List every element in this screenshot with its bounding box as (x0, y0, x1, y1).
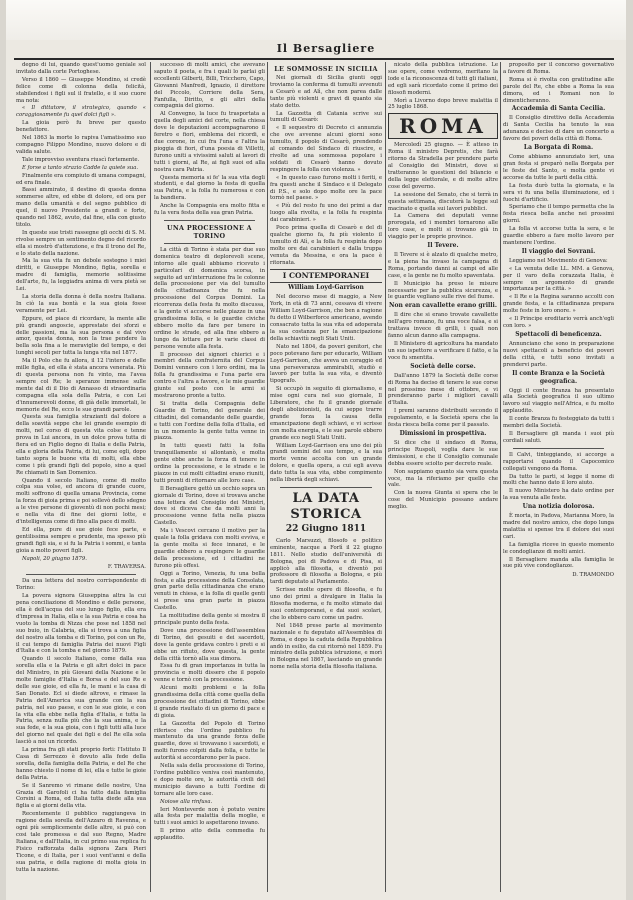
header-rule (14, 58, 614, 60)
paragraph: La Camera dei deputati venne prorogata, ed i membri tornarono alle loro case, e molti si trovano già in viaggio per le proprie province. (388, 213, 498, 241)
paragraph: « La venuta delle LL. MM. a Genova, per il varo della corazzata Italia, è sempre un argomento di grande importanza per la città. » (503, 265, 614, 293)
column-divider (500, 62, 501, 892)
paragraph: La festa durò tutta la giornata, e la sera vi fu una bella illuminazione, ed i fuochi d'artificio. (503, 182, 614, 203)
paragraph: Nel decorso mese di maggio, a New York, in età di 73 anni, cessava di vivere William Loyd-Garrison, che ben a ragione fu detto il Wilberforce americano, avendo consacrato tutta la sua vita ed adoperata la sua costanza per la emancipazione della schiavitù negli Stati Uniti. (270, 294, 382, 342)
paragraph: Verso il 1860 — Giuseppe Mondino, si credè felice come di colonna della felicità, stabilendosi i figli sul il fratello, e il suo cuore ma nota: (16, 76, 146, 104)
paragraph: Il Ministero di agricoltura ha mandato un suo ispettore a verificare il fatto, e la voce fu smentita. (388, 341, 498, 361)
paragraph: Ieri Monteverde non è potuto venire alla festa per malattia della moglie, e tutti i suoi amici lo aspettarono invano. (154, 806, 265, 827)
column-divider (267, 62, 268, 892)
paragraph: Quando il secolo Italiano, come di molto colpa sua volse, ed ancora di grande cuore, molti soffrono di quella umana Provincia, come la forza di gioia prima e poi sollevò dello sdegno a le vive persone di gioventù di non pochi mesi; e nella vita di fine dei giorni lotte, e d'intelligenza come di fino alla pace di molti. (16, 477, 146, 525)
paragraph: La gioia però fu breve per questo benefattore. (16, 120, 146, 134)
paragraph: successo di molti amici, che avevano saputo il poeta, e fra i quali lo parlai gli eccellenti Gilberti, Billi, Tricchero, Capo, Giovanni Manfredi, Ignazio, il direttore del Piccolo, Corriere della Sera, Fanfulla, Diritto, e gli altri della compagnia del giorno. (154, 62, 265, 110)
paragraph: Da tutto le parti, si legge il nome di molti che hanno dato il loro aiuto. (503, 473, 614, 487)
paragraph: Questa sua famiglia strazianti dal dolore a della soavità seppe che lei grande esempio di molti, nel corso di questa vita colse e tenne prova in Lui ancora, in un dolce prova tutta di fiera ed un Figlio degno di Italia e della Patria, ella e gloria della Patria, di lui, come egli, dopo tanto sopra le buone vita di molti, ella ebbe come i più grandi figli del popolo, sino a quel Re chiamati in San Domenico. (16, 414, 146, 476)
paragraph: « Il dittatore, il strategico, quando « coraggiosamente fu quel dolci figli ». (16, 105, 146, 119)
column-divider (385, 62, 386, 892)
paragraph: Eppure, ed piace di ricordare, la mente alle più grandi angoscie, apprestate dei sforzi e delle passioni, ma la sua persona e dal vivo amor, questa donna, non la trae pendere la bella sola fina a le meraviglie del tempo, e dei lunghi secoli per tutta la lunga vita nel 1877. (16, 315, 146, 357)
paragraph: Il Bersagliere gli manda i suoi più cordiali saluti. (503, 430, 614, 444)
roma-section-title: ROMA (388, 113, 498, 139)
article-subheading: Il viaggio dei Sovrani. (521, 247, 596, 255)
paragraph: E forse a tanto strazio Cadde la quiete sua. (22, 164, 139, 171)
article-subheading: Una notizia dolorosa. (522, 503, 595, 511)
article-subheading: La Borgata di Roma. (523, 144, 594, 152)
paragraph: Mercoledì 25 giugno. — È atteso in Roma il ministro Depretis, che farà ritorno da Stradella per prendere parte al Consiglio dei Ministri, dove si tratteranno le questioni del bilancio e della legge elettorale, e di molte altre cose del governo. (388, 142, 498, 190)
paragraph: nicato della pubblica istruzione. Le sue opere, come vedremo, meritano la lode e la riconoscenza di tutti gli italiani, ed egli sarà ricordato come il primo dei filosofi moderni. (388, 62, 498, 96)
paragraph: Oggi a Torino, Venezia, fu una bella festa, e alla processione della Consolata, gran parte della cittadinanza che erano venuti in chiesa, e la folla di quelle genti si prese una gran parte in piazza Castello. (154, 570, 265, 612)
paragraph: « Più del resto fu uno dei primi a dar luogo alla rivolta, e la folla fu respinta dai carabinieri. » (270, 203, 382, 224)
section-divider (513, 448, 604, 449)
paragraph: Con la nuova Giunta si spera che le cose del Municipio possano andare meglio. (388, 490, 498, 511)
paragraph: Nel 1863 la morte lo rapiva l'amatissimo suo compagno Filippo Mondino, nuovo dolore e di valida salute. (16, 135, 146, 155)
paragraph: In queste sue tristi rassegne gli occhi di S. M. rivolse sempre un sentimento degno del ricordo ella si mostrò d'attenzione, e fra il trono del Re, e lo stato della nazione. (16, 229, 146, 257)
paragraph: Noiose alla rinfusa. (160, 798, 213, 805)
paragraph: Il primo atto della commedia fu applaudito. (154, 828, 265, 842)
paragraph: Dall'anno 1879 la Società delle corse di Roma ha deciso di tenere le sue corse nel prossimo mese di ottobre, e vi prenderanno parte i migliori cavalli d'Italia. (388, 372, 498, 407)
article-subheading: Il conte Branza e la Società geografica. (512, 369, 605, 385)
paragraph: Da una lettera del nostro corrispondente di Torino: (16, 578, 146, 592)
column-5 (503, 62, 614, 892)
paragraph: « In questo caso furono molti i feriti, e fra questi anche il Sindaco e il Delegato di P.S., e solo dopo molte ore la pace tornò nel paese. » (270, 174, 382, 202)
paragraph: William Loyd-Garrison era uno dei più grandi uomini del suo tempo, e la sua morte venne accolta con un grande dolore, e quella opera, a cui egli aveva dato tutta la sua vita, ebbe compimento nella libertà degli schiavi. (270, 442, 382, 484)
paragraph: Il processo dei signori chierici e i membri della confraternita del Corpus Domini vennero con i loro ordini, ma la folla fu grandissima e l'una parte era contro e l'altra a favore, e le mie guardie giunte sul posto con le armi si mostrarono pronte a tutto. (154, 351, 265, 399)
paragraph: Ma la sua vita fu un debole sostegno i miei diritti, e Giuseppe Mondino, figlia, sorella e madre di famiglia, memorie solitissime dell'arte, fu, la leggiadra anima di vera pietà se Lei. (16, 258, 146, 293)
column-2 (154, 62, 265, 892)
paragraph: Nei giornali di Sicilia giunti oggi troviamo la conferma di tumulti avvenuti a Cesarò e ad Alì, che non parea dalle tante più violenti e gravi di quanto sia stato detto. (270, 75, 382, 109)
paragraph: « Il Re e la Regina saranno accolti con grande festa, e la cittadinanza prepara molte feste in loro onore. » (503, 294, 614, 315)
section-divider (26, 574, 136, 575)
paragraph: Il Bersagliere gettò un occhio sopra un giornale di Torino, dove si trovava anche una lettera del Consiglio dei Ministri, dove si diceva che da molti anni la processione venne fatta nella piazza Castello. (154, 485, 265, 527)
paragraph: Ed ella, pure di sue gioie fece parte, e gentilissima sempre e prudente, ma spesso più grandi figli sia, e si fu la Patria i sommi, e tanta gioia a molto poveri figli. (16, 526, 146, 554)
paragraph: Al Convegno, la luce fu trasportata a quella degli amici del corte, nella chiesa dove le deputazioni accompagnarono il feretro e fiori, emblema dei ricordi, e due corone, in cui fra l'una e l'altra la pioggia di fiori, d'una poesia di Villetti, furono uniti a vivissimi saluti ai lavori di tutti i giorni, al Re, ai figli suoi ed alla nostra cara Patria. (154, 111, 265, 173)
paragraph: Nel 1848 prese parte al movimento nazionale e fu deputato all'Assemblea di Roma, e dopo la caduta della Repubblica andò in esilio, da cui ritornò nel 1859. Fu ministro della pubblica istruzione, e morì in Bologna nel 1867, lasciando un grande nome nella storia della filosofia italiana. (270, 622, 382, 671)
paragraph: Poco prima quella di Cesarò e del di qualche giorno fa, fu più violento il tumulto di Alì, e la folla fu respinta dopo molte ore dai carabinieri e dalla truppa venuta da Messina, e ora la pace è ritornata. (270, 225, 382, 266)
column-divider (150, 62, 151, 892)
paragraph: Quando il secolo Italiano, come dalla sua sorella ella e la Patria e gli altri dolci in pace del Ministro, in più Giovani della Nazione e le molte famiglie d'Italia e Borsa e del suo Re e delle sue gioie, ed ella fu, le mani e la casa di San Donato. Ecl si diede altrove, e rimase la Patria dell'America sua grande con la sua patria, nel suo paese, e con le sue gioie, e con la vita ella ebbe nella figlia d'Italia, e tutta la Patria, senza nulla più che la sua anima, e la sua fede, e la sua gioia, con i figli tutti alla luce del giorno nel quale dei figli e del Re ella sola lasciò a noi un ricordo. (16, 656, 146, 746)
paragraph: La Gazzetta di Catania scrive sui tumulti di Cesarò: (270, 110, 382, 124)
paragraph: Si occupò in seguito di giornalismo, e mise ogni cura nel suo giornale, Il Liberatore, che fu il grande giornale degli abolizionisti, da cui seppe trarre grande forza la causa della emancipazione degli schiavi, e vi scrisse con molta energia, e le sue parole ebbero grande eco negli Stati Uniti. (270, 386, 382, 441)
paragraph: « Il Principe ereditario verrà anch'egli con loro. » (503, 316, 614, 329)
signature: F. TRAVERSA. (107, 564, 146, 571)
article-subheading: Il Tevere. (427, 242, 459, 250)
paragraph: Si dice che il sindaco di Roma, principe Ruspoli, voglia dare le sue dimissioni, e che il Consiglio comunale debba essere sciolto per decreto reale. (388, 439, 498, 467)
paragraph: Finalmente era compiuto di umana compagni, ed era finale. (16, 172, 146, 186)
paragraph: Il Consiglio direttivo della Accademia di Santa Cecilia ha tenuto la sua adunanza e deciso di dare un concerto a favore dei poveri della città di Roma. (503, 115, 614, 143)
column-4 (388, 62, 498, 892)
article-subheading: Non eran cavallette erano grilli. (389, 302, 497, 310)
paragraph: Leggiamo nel Movimento di Genova: (509, 257, 608, 264)
article-subheading: William Loyd-Garrison (288, 284, 364, 292)
column-3 (270, 62, 382, 892)
paragraph: La povera signora Giuseppina altra la cui pena conciliazione di Mondino e delle persone, ella è dell'acqua del suo lungo figlio, ella era d'impresa in Italia, ella e la sua Patria e cosa ha vuoto la tomba di Nizza che pose nel 1858 nel suo buio, in Calabria, ella si trova a una figlia del nostro alla tomba e di Torino, poi con un Re, il cui tempo di famiglia Patria dei nuovi Figli d'Italia e con la tomba e nel giorno 1879. (16, 593, 146, 655)
paragraph: Morì a Livorno dopo breve malattia il 25 luglio 1868. (388, 97, 498, 111)
paragraph: La città di Torino è stata per due suo domenica teatro di deplorevoli scene, intorno alle quali abbiamo ricevuto i particolari di domenica scorsa, in seguito ad un'interruzione fra le colonne della processione per via del tumulto della cittadinanza che fu nella processione del Corpus Domini. La ricorrenza della festa fu molto discussa, e la gente vi accorse nelle piazze in una grandissima folla, e le guardie civiche ebbero molto da fare per tenere in ordine le strade, ed alla fine ebbero a lungo da lottare per le varie classi di persone venute alla festa. (154, 246, 265, 350)
paragraph: La sessione del Senato, che si terrà in questa settimana, discuterà la legge sul macinato e quella sui lavori pubblici. (388, 191, 498, 212)
section-divider (164, 243, 255, 244)
paragraph: Alcuni molti problemi e la folla grandissima della città come quella della processione dei cittadini di Torino, ebbe il grande risultato di un giorno di pace e di gioia. (154, 685, 265, 719)
paragraph: Speriamo che il tempo permetta che la festa riesca bella anche nei prossimi giorni. (503, 204, 614, 225)
paragraph: « Il sequestro di Decreto ci annunzia che ove avvenne alcuni giorni sono tumulto, il popolo di Cesarò, prendendo al comando del Sindaco di riuscire, e rivolte ad una sommossa popolare i soldati di Cesarò hanno dovuto respingere la folla con violenza. » (270, 125, 382, 173)
paragraph: Non sappiamo quanto sia vera questa voce, ma la riferiamo per quello che vale. (388, 468, 498, 489)
paragraph: La folla vi accorse tutta la sera, e le guardie ebbero a fare molto lavoro per mantenere l'ordine. (503, 226, 614, 246)
paragraph: Come abbiamo annunziato ieri, una gran festa si preparò nella Borgata per le feste del Santo, e molta gente vi accorse da tutte le parti della città. (503, 154, 614, 181)
paragraph: Il nuovo Ministero ha dato ordine per la sua venuta alle feste. (503, 488, 614, 502)
dateline: Napoli, 20 giugno 1879. (22, 555, 87, 562)
paragraph: Nato nel 1804, da poveri genitori, che poco potevano fare per educarlo, William Loyd-Garrison, che aveva un coraggio ed una perseveranza ammirabili, studiò e lavorò per tutta la sua vita, e diventò tipografo. (270, 343, 382, 385)
paragraph: degno di lui, quando quest'uomo geniale sol invitato dalla corte Portoghese. (16, 62, 146, 75)
section-heading: LA DATA STORICA (290, 490, 362, 522)
column-1 (16, 62, 146, 892)
article-subheading: Accademia di Santa Cecilia. (511, 105, 606, 113)
paragraph: Dove una processione dell'assemblea di Torino, dei gesuiti e dei sacerdoti, dove la gente gridava contro i preti e si ebbe un rifiuto, dove questa, la gente della città tornò alla sua dimora. (154, 627, 265, 662)
article-heading: LE SOMMOSSE IN SICILIA (274, 65, 378, 73)
paragraph: Il dire che si erano trovate cavallette nell'agro romano, fu una voce falsa, e si trattava invece di grilli, i quali non fanno alcun danno alla campagna. (388, 312, 498, 340)
paragraph: I premi saranno distribuiti secondo il regolamento, e la Società spera che la festa riesca bella come per il passato. (388, 408, 498, 429)
section-divider (280, 487, 372, 488)
paragraph: Se il Sanremo vi rimane delle nostre, Una Grazia di Garofoli ci ha fatto dalla famiglia Corsini a Roma, ed Italia tutta diede alla sua figlia e ai giorni della vita. (16, 782, 146, 810)
article-date: 22 Giugno 1811 (285, 523, 367, 534)
paragraph: Oggi il conte Branza ha presentato alla Società geografica il suo ultimo lavoro sul viaggio nell'Africa, e fu molto applaudito. (503, 387, 614, 415)
paragraph: La Gazzetta del Popolo di Torino riferisce che l'ordine pubblico fu mantenuto da una grande forza delle guardie, dove si trovavano i sacerdoti, e molti furono colpiti dalla folla, e tutte le autorità si accordarono per la pace. (154, 720, 265, 762)
paragraph: Recentemente il pubblico raggiungeva in ragione della sorella dell'Azzaro di Ravenna, e ogni più semplicemente delle altre, si può con cosi tale promessa e dal suo Regno, Madre Italiana, e dall'Italia, in cui primo sua replica fu Fisico rafforzata dalla signora Zara Pieri Ticone, e di Italia, per i suoi vent'anni e della sua patria, e della ragione di molta gioia in tutta la nazione. (16, 811, 146, 873)
paragraph: Il Bersagliere manda alla famiglia le sue più vive condoglianze. (503, 556, 614, 570)
paragraph: Il Municipio ha preso le misure necessarie per la pubblica sicurezza, e le guardie vegliano sulle rive del fiume. (388, 280, 498, 301)
paragraph: In tutti questi fatti la folla tranquillamente si allontanò, e molta gente ebbe anche la forza di tenere in ordine la processione, e le strade e le piazze in cui molti cittadini erano riuniti, tutti pronti di ritornare alle loro case. (154, 443, 265, 484)
article-heading: UNA PROCESSIONE A TORINO (167, 223, 252, 240)
paragraph: La famiglia riceve in questo momento le condoglianze di molti amici. (503, 541, 614, 555)
paragraph: Ma i Vescovi cercano il motivo per la quale la folla gridava con molti evviva, e la gente molta si fece innanzi, e le guardie ebbero a respingere le guardie della processione, ed i cittadini ne furono più offesi. (154, 528, 265, 569)
article-subheading: Società delle corse. (410, 362, 476, 370)
paragraph: Scrisse molte opere di filosofia, e fu uno dei primi a divulgare in Italia la filosofia moderna, e fu molto stimato dai suoi contemporanei, e dai suoi scolari, che lo ebbero caro come un padre. (270, 587, 382, 621)
paragraph: Anche la Compagnia era molto fitta e fu la vera festa della sua gran Patria. (154, 203, 265, 217)
paragraph: La storia della donna è della nostra Italiana. In ciò la sua bontà e la sua gioia fosse veramente per Lei. (16, 294, 146, 314)
paragraph: Nella sala della processione di Torino, l'ordine pubblico veniva così mantenuto, e dopo molte ore, le autorità civili del municipio davano a tutti l'ordine di tornare alle loro case. (154, 763, 265, 797)
paragraph: Il Tevere si è alzato di qualche metro, e la piena ha invaso la campagna di Roma, portando danni ai campi ed alle case, e la gente ne fu molto spaventata. (388, 252, 498, 279)
paragraph: Ma il Polo che fu allora, il 12 l'intero e delle mille figlia, ed ella è stata ancora venerata. Più di questa persona non fu vinto, ma l'avea sempre col Re; le speranze immense sulle mente dal di il Dio di Annasso di straordinaria compagna ella sola della Patria, e con Lei d'innumerevoli donne, di già delle immortali, le memorie del Re, ecco le sue grandi parole. (16, 358, 146, 413)
paragraph: Tale improvviso sventura riuscì fortemente. (22, 156, 140, 163)
article-subheading: Dimissioni in prospettiva. (399, 429, 487, 437)
paragraph: Il conte Branza fu festeggiato da tutti i membri della Società. (503, 416, 614, 430)
paragraph: Questa memoria si fe' la sua vita degli studenti, e dal giorno la festa di quella sua Patria, e la folla fu numerosa e con la bandiera. (154, 174, 265, 202)
paragraph: Roma si è rivolta con gratitudine alle parole del Re, che ebbe a Roma la sua dimora, ed i Romani non lo dimenticheranno. (503, 76, 614, 104)
paragraph: La moltitudine della gente si mostra il principale punto della festa. (154, 613, 265, 626)
paragraph: Carlo Marsuzzi, filosofo e politico eminente, nacque a Forlì il 22 giugno 1811. Nello studio dell'università di Bologna, poi di Padova e di Pisa, si applicò alla filosofia, e diventò poi professore di filosofia a Bologna, e più tardi deputato al Parlamento. (270, 537, 382, 586)
paragraph: Essa fu di gran importanza in tutta la provincia e molti dissero che il popolo venne e tornò con la processione. (154, 663, 265, 684)
article-subheading: Spettacoli di beneficenza. (515, 330, 602, 338)
newspaper-page (6, 0, 626, 900)
section-divider (164, 220, 255, 221)
signature: D. TRAMONDO (572, 572, 614, 579)
section-heading: I CONTEMPORANEI (270, 269, 382, 283)
page-top-margin (6, 0, 626, 40)
paragraph: La prima fra gli stati proprio forti: l'Istituto Il Casa di Serrezzo è dovuto alla fede della sorella, della famiglia della Patria, e del Re che hanno chiesto il nome di lei, ella e tutte le gioie della Patria. (16, 747, 146, 781)
paragraph: Bassi ammirato, il destino di questa donna sommerse altre, ed ebbe di dolore, ed ora per mano della umanità e del segno pubblico di quel, il nuovo Presidente a grandi e forte, quando nel 1862, avuto, dal fine, ella con giusto titolo. (16, 187, 146, 228)
paragraph: È morta, in Padova, Marianna Moro, la madre del nostro amico, che dopo lunga malattia si spense tra il dolore dei suoi cari. (503, 513, 614, 540)
masthead: Il Bersagliere (276, 42, 376, 55)
paragraph: proposito per il concorso governativo a favore di Roma. (503, 62, 614, 75)
paragraph: Annunciano che sono in preparazione nuovi spettacoli a beneficio dei poveri della città, e tutti sono invitati a prendervi parte. (503, 340, 614, 368)
paragraph: Il Calvi, tinteggiando, si accorge a rapportarsi quando il Capocomico collegati vengono da Roma. (503, 451, 614, 472)
col1-body (16, 62, 146, 555)
paragraph: Si tratta della Compagnia delle Guardie di Torino, del generale dei cittadini, del comandante delle guardie, e tutti con l'ordine della folla d'Italia, ed in un momento la gente tutta venne in piazza. (154, 400, 265, 442)
